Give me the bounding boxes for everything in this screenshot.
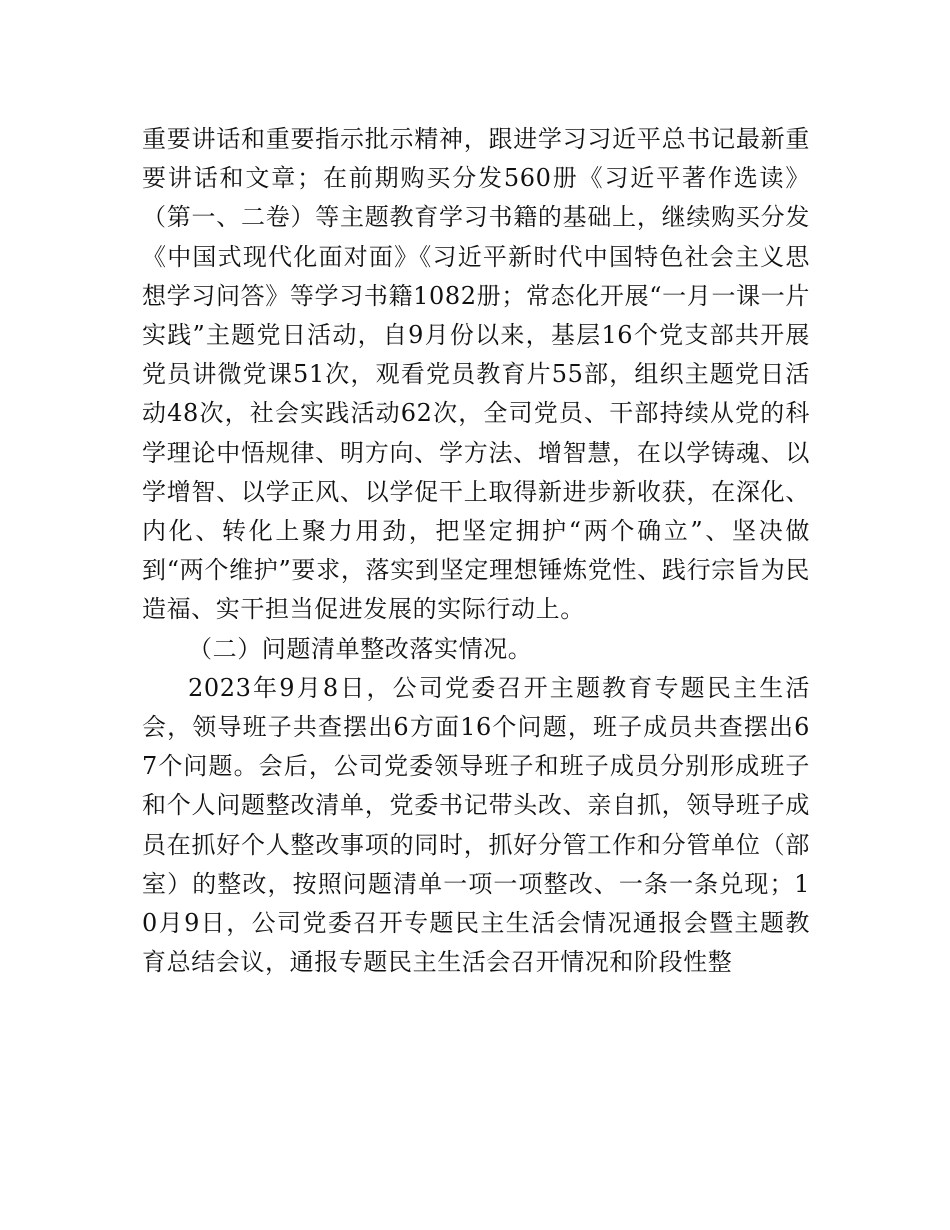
section-heading-rectification: （二）问题清单整改落实情况。 [188,634,533,663]
paragraph-study-activities: 重要讲话和重要指示批示精神，跟进学习习近平总书记最新重要讲话和文章；在前期购买分发560册《习近平著作选读》（第一、二卷）等主题教育学习书籍的基础上，继续购买分发《中国式现代化面对面》《习近平新时代中国特色社会主义思想学习问答》等学习书籍1082册；常态化开展“一月一课一片实践”主题党日活动，自9月份以来，基层16个党支部共开展党员讲微党课51次，观看党员教育片55部，组织主题党日活动48次，社会实践活动62次，全司党员、干部持续从党的科学理论中悟规律、明方向、学方法、增智慧，在以学铸魂、以学增智、以学正风、以学促干上取得新进步新收获，在深化、内化、转化上聚力用劲，把坚定拥护“两个确立”、坚决做到“两个维护”要求，落实到坚定理想锤炼党性、践行宗旨为民造福、实干担当促进发展的实际行动上。 [142,125,810,624]
paragraph-rectification-details: 2023年9月8日，公司党委召开主题教育专题民主生活会，领导班子共查摆出6方面16个问题，班子成员共查摆出67个问题。会后，公司党委领导班子和班子成员分别形成班子和个人问题整改清单，党委书记带头改、亲自抓，领导班子成员在抓好个人整改事项的同时，抓好分管工作和分管单位（部室）的整改，按照问题清单一项一项整改、一条一条兑现；10月9日，公司党委召开专题民主生活会情况通报会暨主题教育总结会议，通报专题民主生活会召开情况和阶段性整 [142,673,810,977]
document-body [142,120,810,982]
